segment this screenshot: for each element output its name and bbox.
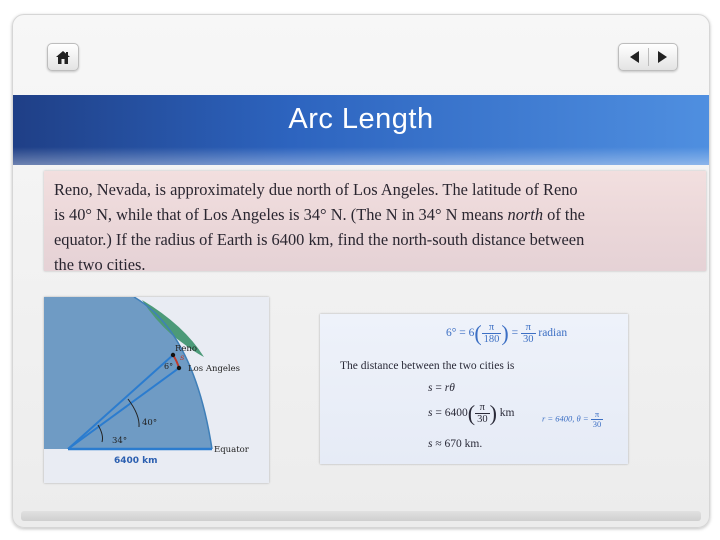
substitution: s = 6400( $\frac{\pi}{30}$ ) km — [428, 400, 515, 426]
result — [428, 438, 482, 450]
problem-line-3: equator.) If the radius of Earth is 6400 km, find the north-south distance between — [54, 230, 585, 249]
slide-title: Arc Length — [288, 103, 434, 135]
home-icon — [55, 50, 71, 65]
result-value: ≈ 670 km. — [435, 438, 483, 450]
sub-km: km — [499, 407, 515, 420]
sub-pi: π — [475, 402, 490, 414]
label-six-degrees: 6° — [164, 362, 174, 371]
formula-s-r-theta — [428, 382, 455, 394]
problem-line-1: Reno, Nevada, is approximately due north of Los Angeles. The latitude of Reno — [54, 180, 578, 199]
problem-statement-image — [44, 171, 706, 274]
bottom-bar — [21, 511, 701, 521]
label-s: s — [180, 353, 185, 363]
conv-pi-2: π — [521, 322, 536, 334]
problem-line-2-pre: is 40° N, while that of Los Angeles is 34° N. (The N in 34° N means — [54, 205, 508, 224]
label-equator: Equator — [214, 445, 249, 455]
label-thirtyfour-degrees: 34° — [112, 436, 128, 446]
given-values — [542, 410, 603, 429]
label-forty-degrees: 40° — [142, 418, 158, 428]
formula-theta: θ — [449, 382, 455, 394]
problem-line-2-em: north — [507, 205, 544, 224]
arrow-right-icon[interactable] — [657, 51, 667, 63]
conv-eq: = — [511, 327, 519, 340]
earth-diagram — [44, 297, 269, 483]
label-reno: Reno — [175, 344, 198, 354]
conversion-equation: 6° = 6( $\frac{\pi}{180}$ ) = $\frac{\pi}{30}$ radian — [446, 320, 568, 346]
problem-line-2 — [54, 202, 696, 227]
nav-divider — [648, 48, 649, 66]
given-30: 30 — [592, 419, 602, 429]
given-note: r = 6400, θ = — [542, 413, 589, 424]
home-button[interactable] — [47, 43, 79, 71]
solution-intro: The distance between the two cities is — [340, 360, 515, 372]
formula-s: s — [428, 382, 433, 394]
formula-eq: = — [435, 382, 442, 394]
conv-30: 30 — [523, 334, 534, 345]
result-s: s — [428, 438, 433, 450]
sub-s: s — [428, 407, 433, 420]
label-radius: 6400 km — [114, 456, 158, 466]
arrow-left-icon[interactable] — [630, 51, 640, 63]
earth-diagram-image — [44, 297, 269, 483]
problem-line-2-post: of the — [543, 205, 585, 224]
conv-lhs: 6° = 6 — [446, 327, 475, 340]
conv-radian: radian — [538, 327, 568, 340]
slide-nav — [618, 43, 678, 71]
sub-lhs: = 6400 — [435, 407, 468, 420]
conv-pi-1: π — [482, 322, 502, 334]
problem-line-4: the two cities. — [54, 255, 146, 274]
label-los-angeles: Los Angeles — [188, 364, 241, 374]
sub-30: 30 — [477, 414, 488, 425]
given-pi: π — [591, 410, 604, 420]
formula-r: r — [444, 382, 450, 394]
slide — [12, 14, 710, 528]
conv-180: 180 — [483, 334, 500, 345]
solution-image — [320, 314, 628, 464]
